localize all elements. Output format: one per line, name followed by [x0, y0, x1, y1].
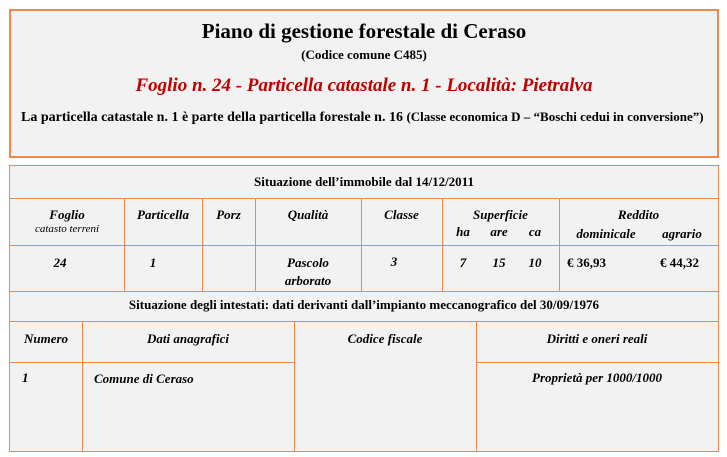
intestati-section-title: Situazione degli intestati: dati derivanti dall’impianto meccanografico del 30/09/1976: [128, 297, 600, 312]
col-header-reddito: Reddito: [617, 207, 660, 222]
divider: [10, 291, 718, 292]
col-header-ha: ha: [456, 224, 470, 239]
cell-numero: 1: [22, 370, 29, 385]
sheet-subtitle: Foglio n. 24 - Particella catastale n. 1 - Località: Pietralva: [135, 75, 593, 96]
col-header-superficie: Superficie: [473, 207, 528, 222]
cell-dati-anagrafici: Comune di Ceraso: [94, 371, 194, 386]
col-header-foglio-sub: catasto terreni: [34, 223, 100, 235]
col-header-agrario: agrario: [662, 226, 702, 241]
divider: [82, 362, 294, 363]
document-title: Piano di gestione forestale di Ceraso: [201, 19, 527, 43]
description-class: (Classe economica D – “Boschi cedui in conversione”): [406, 109, 704, 124]
divider: [10, 362, 82, 363]
parcel-description: [21, 107, 711, 128]
divider: [10, 198, 718, 199]
col-header-are: are: [490, 224, 508, 239]
divider: [10, 321, 718, 322]
divider: [10, 245, 718, 246]
cell-agrario: € 44,32: [660, 255, 699, 270]
cell-are: 15: [492, 255, 506, 270]
col-header-codice-fiscale: Codice fiscale: [347, 331, 423, 346]
col-header-foglio: Foglio: [49, 207, 85, 222]
cell-ca: 10: [528, 255, 542, 270]
col-header-classe: Classe: [384, 207, 419, 222]
cell-classe: 3: [390, 254, 398, 269]
cell-qualita: Pascolo arborato: [284, 255, 332, 288]
col-header-particella: Particella: [137, 207, 189, 222]
cell-dominicale: € 36,93: [567, 255, 606, 270]
col-header-numero: Numero: [23, 331, 69, 346]
immobile-section-title: Situazione dell’immobile dal 14/12/2011: [254, 174, 474, 189]
col-header-porz: Porz: [216, 207, 241, 222]
cell-foglio: 24: [53, 255, 67, 270]
col-header-dati-anagrafici: Dati anagrafici: [147, 331, 229, 346]
cell-diritti: Proprietà per 1000/1000: [532, 370, 662, 385]
header-panel: [9, 9, 719, 158]
cell-particella: 1: [149, 255, 157, 270]
divider: [476, 362, 718, 363]
col-header-ca: ca: [528, 224, 542, 239]
col-header-diritti: Diritti e oneri reali: [546, 331, 648, 346]
municipality-code: (Codice comune C485): [301, 47, 427, 62]
cell-ha: 7: [459, 255, 467, 270]
col-header-qualita: Qualità: [287, 207, 329, 222]
cadastral-table: [9, 165, 719, 452]
description-main: La particella catastale n. 1 è parte della particella forestale n. 16: [21, 110, 403, 125]
col-header-dominicale: dominicale: [576, 226, 636, 241]
